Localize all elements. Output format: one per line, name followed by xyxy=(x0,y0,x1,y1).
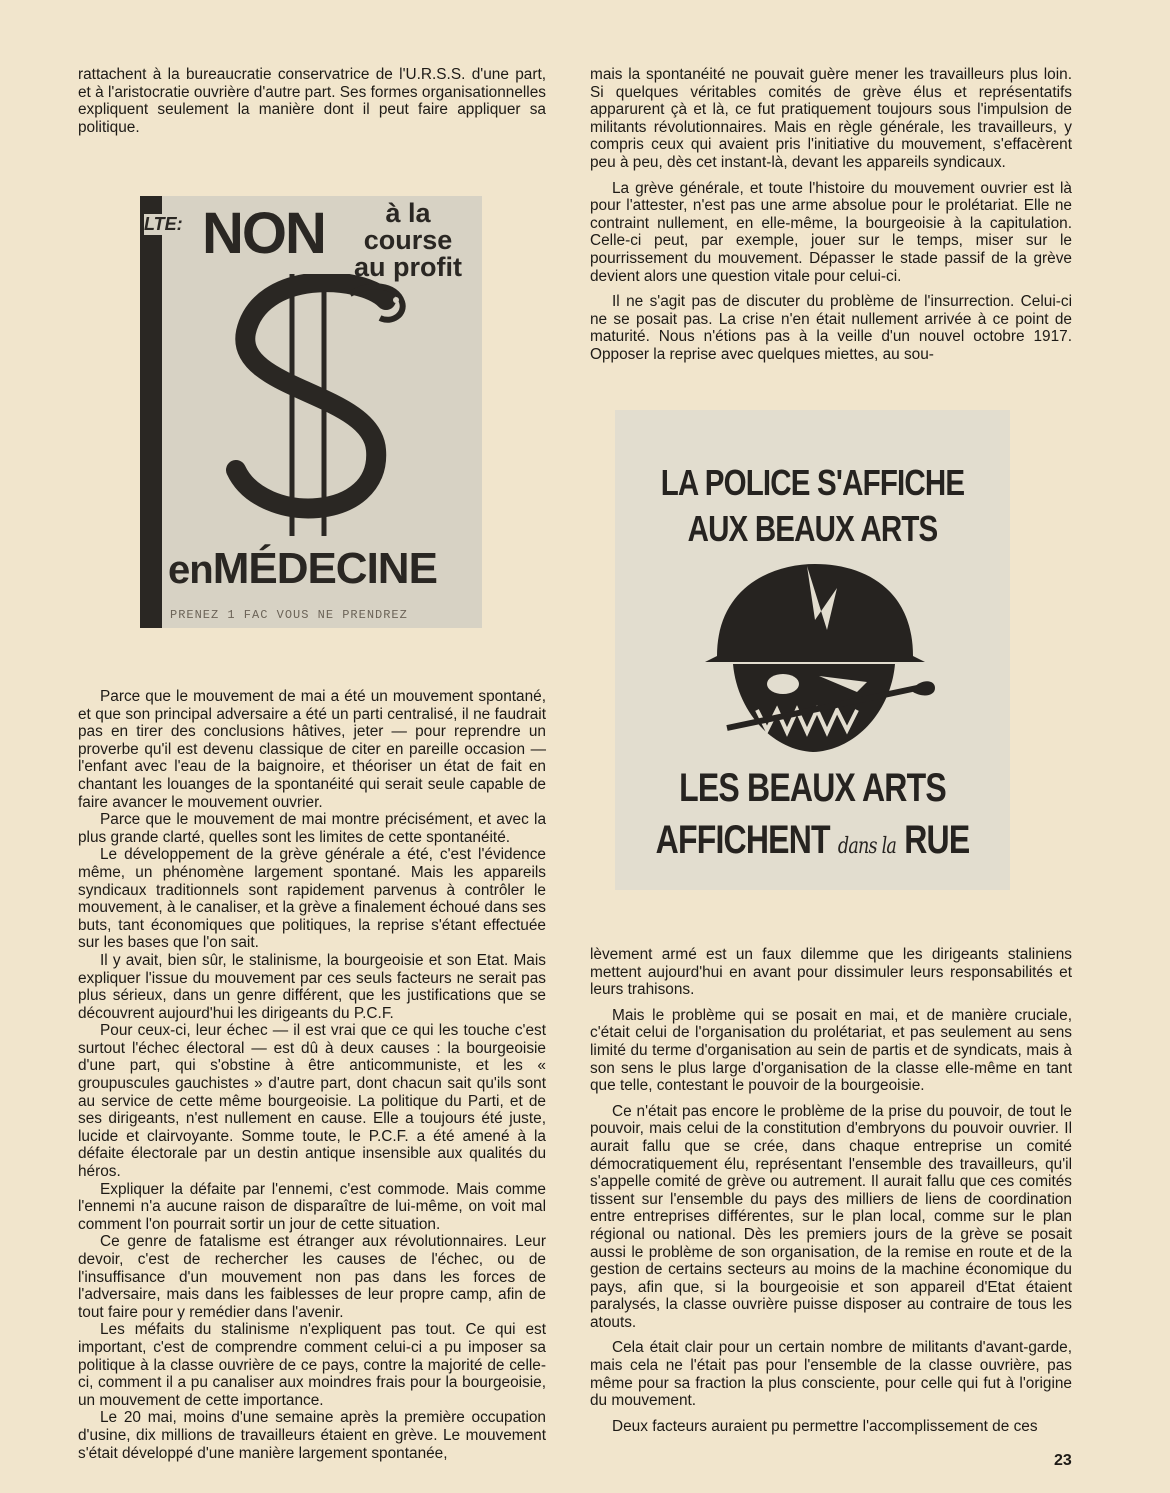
poster-headline-non: NON xyxy=(202,201,325,266)
paragraph: rattachent à la bureaucratie conservatrice de l'U.R.S.S. d'une part, et à l'aristocratie ouvrière d'autre part. Ses formes organisationnelles expliquent seulement la manière dont il peut faire appliquer sa politique. xyxy=(78,66,546,136)
page-number: 23 xyxy=(1054,1452,1072,1469)
paragraph: Deux facteurs auraient pu permettre l'accomplissement de ces xyxy=(612,1417,1038,1435)
poster-bottom-main: MÉDECINE xyxy=(212,544,437,593)
poster-line-4 xyxy=(655,818,971,863)
helmeted-skull-icon xyxy=(687,560,937,760)
paragraph: mais la spontanéité ne pouvait guère mener les travailleurs plus loin. Si quelques véritables comités de grève élus et représentatifs apparurent çà et là, ce fut pratiquement toujours sous l'impulsion de militants révolutionnaires. Mais en règle générale, les travailleurs, y compris ceux qui avaient pris l'initiative du mouvement, s'effacèrent peu à peu, dès cet instant-là, devant les appareils syndicaux. xyxy=(590,66,1072,171)
paragraph: Expliquer la défaite par l'ennemi, c'est commode. Mais comme l'ennemi n'a aucune raison de disparaître de lui-même, on voit mal comment l'on pourrait sortir un jour de cette situation. xyxy=(78,1180,546,1233)
poster-line-4-end: RUE xyxy=(904,818,970,862)
paragraph: Le 20 mai, moins d'une semaine après la première occupation d'usine, dix millions de travailleurs étaient en grève. Le mouvement s'était développé d'une manière largement spontanée, xyxy=(78,1409,546,1462)
left-column-top xyxy=(78,66,546,136)
dollar-snake-icon xyxy=(200,274,430,544)
paragraph: Cela était clair pour un certain nombre de militants d'avant-garde, mais cela ne l'était pas pour l'ensemble de la classe ouvrière, pas même pour sa fraction la plus consciente, pour celle qui fut à l'origine du mouvement. xyxy=(590,1339,1072,1410)
left-column-bottom xyxy=(78,688,546,1462)
poster-subheadline-line2: au profit xyxy=(354,252,462,282)
poster-line-3: LES BEAUX ARTS xyxy=(679,766,946,810)
poster-left-edge xyxy=(140,196,162,628)
poster-subheadline-line1: à la course xyxy=(363,198,453,255)
paragraph: Il ne s'agit pas de discuter du problème de l'insurrection. Celui-ci ne se posait pas. La crise n'en était nullement arrivée à ce point de maturité. Nous n'étions pas à la veille d'un nouvel octobre 1917. Opposer la reprise avec quelques miettes, au sou- xyxy=(590,293,1072,363)
poster-line-2: AUX BEAUX ARTS xyxy=(687,508,938,549)
right-column-top xyxy=(590,66,1072,364)
poster-line-4-script: dans la xyxy=(837,834,897,859)
poster-line-4-main: AFFICHENT xyxy=(655,818,830,862)
paragraph: Mais le problème qui se posait en mai, et de manière cruciale, c'était celui de l'organisation du prolétariat, et pas seulement au sens limité du terme d'organisation au sein de partis et de syndicats, mais à son sens le plus large d'organisation de la classe elle-même en tant que telle, contestant le pouvoir de la bourgeoisie. xyxy=(590,1006,1072,1095)
poster-bottom-en: en xyxy=(168,548,213,592)
paragraph: Pour ceux-ci, leur échec — il est vrai que ce qui les touche c'est surtout l'échec électoral — est dû à deux causes : la bourgeoisie d'une part, qui s'obstine à être anticommuniste, et les « groupuscules gauchistes » d'autre part, dont chacun sait qu'ils sont au service de cette même bourgeoisie. La politique du Parti, et de ses dirigeants, n'est nullement en cause. Elle a toujours été juste, lucide et clairvoyante. Somme toute, le P.C.F. a été amené à la défaite électorale par un destin antique insensible aux qualités du héros. xyxy=(78,1022,546,1181)
poster-handwriting: PRENEZ 1 FAC VOUS NE PRENDREZ xyxy=(170,608,408,622)
paragraph: Le développement de la grève générale a été, c'est l'évidence même, un phénomène largement spontané. Mais les appareils syndicaux traditionnels sont rapidement parvenus à contrôler le mouvement, à le canaliser, et la grève a finalement échoué dans ses buts, tant économiques que politiques, la reprise s'étant effectuée sur les bases que l'on sait. xyxy=(78,846,546,952)
poster-photo-beaux-arts xyxy=(615,410,1010,890)
right-column-bottom xyxy=(590,946,1072,1435)
paragraph: Ce n'était pas encore le problème de la prise du pouvoir, de tout le pouvoir, mais celui de la constitution d'embryons du pouvoir ouvrier. Il aurait fallu que se crée, dans chaque entreprise un comité démocratiquement élu, représentant l'ensemble des travailleurs, qu'il s'appelle comité de grève ou autrement. Il aurait fallu que ces comités tissent sur l'ensemble du pays des milliers de liens de coordination entre entreprises différentes, sur le plan local, comme sur le plan régional ou national. Dès les premiers jours de la grève se posait aussi le problème de son organisation, de la remise en route et de la gestion de certains secteurs au moins de la machine économique du pays, afin que, si la bourgeoisie et son appareil d'Etat étaient paralysés, la classe ouvrière puisse disposer au contraire de tous les atouts. xyxy=(590,1102,1072,1331)
paragraph: Parce que le mouvement de mai a été un mouvement spontané, et que son principal adversaire a été un parti centralisé, il ne faudrait pas en tirer des conclusions hâtives, jeter — pour reprendre un proverbe qu'il est devenu classique de citer en pareille occasion — l'enfant avec l'eau de la baignoire, et théoriser un état de fait en chantant les louanges de la spontanéité qui serait seule capable de faire avancer le mouvement ouvrier. xyxy=(78,688,546,811)
paragraph: Il y avait, bien sûr, le stalinisme, la bourgeoisie et son Etat. Mais expliquer l'issue du mouvement par ces seuls facteurs ne serait pas plus sérieux, dans un genre différent, que les justifications que se découvrent aujourd'hui les dirigeants du P.C.F. xyxy=(78,951,546,1022)
paragraph: lèvement armé est un faux dilemme que les dirigeants staliniens mettent aujourd'hui en avant pour dissimuler leurs responsabilités et leurs trahisons. xyxy=(590,946,1072,999)
poster-side-text: LTE: xyxy=(144,214,183,234)
paragraph: La grève générale, et toute l'histoire du mouvement ouvrier est là pour l'attester, n'est pas une arme absolue pour le prolétariat. Elle ne contraint nullement, en elle-même, la bourgeoisie à la capitulation. Celle-ci peut, par exemple, jouer sur le temps, miser sur le pourrissement du mouvement. Dépasser le stade passif de la grève devient alors une question vitale pour celui-ci. xyxy=(590,179,1072,285)
paragraph: Parce que le mouvement de mai montre précisément, et avec la plus grande clarté, quelles sont les limites de cette spontanéité. xyxy=(78,811,546,846)
paragraph: Les méfaits du stalinisme n'expliquent pas tout. Ce qui est important, c'est de comprendre comment celui-ci a pu imposer sa politique à la classe ouvrière de ce pays, contre la majorité de celle-ci, comment il a pu canaliser aux moindres frais pour la bourgeoisie, un mouvement de cette importance. xyxy=(78,1321,546,1409)
poster-bottom-title xyxy=(168,544,437,594)
paragraph: Ce genre de fatalisme est étranger aux révolutionnaires. Leur devoir, c'est de rechercher les causes de l'échec, ou de l'insuffisance d'un mouvement non pas dans les forces de l'adversaire, mais dans les faiblesses de leur propre camp, afin de tout faire pour y remédier dans l'avenir. xyxy=(78,1233,546,1321)
poster-line-1: LA POLICE S'AFFICHE xyxy=(660,462,965,503)
poster-subheadline xyxy=(338,200,478,281)
poster-photo-medecine xyxy=(140,196,482,628)
